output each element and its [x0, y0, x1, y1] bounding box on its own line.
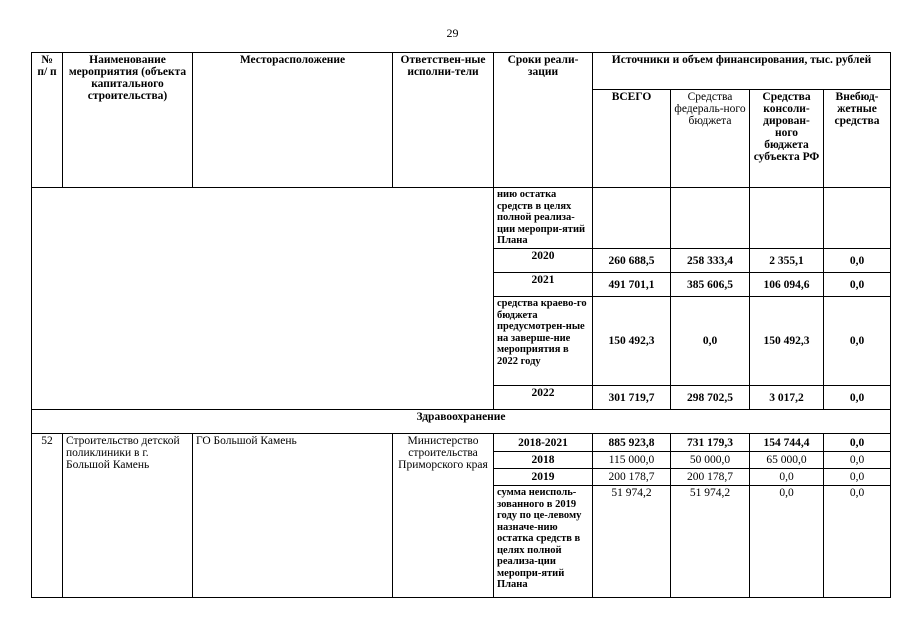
header-sources: Источники и объем финансирования, тыс. рублей [593, 53, 891, 90]
header-total: ВСЕГО [593, 90, 671, 188]
item-location: ГО Большой Камень [193, 434, 393, 598]
header-location: Месторасположение [193, 53, 393, 188]
header-consolidated: Средства консоли-дирован-ного бюджета субъекта РФ [750, 90, 824, 188]
extra-cell: 0,0 [824, 386, 891, 410]
federal-cell: 258 333,4 [671, 249, 750, 273]
consolidated-cell [750, 188, 824, 249]
page-number: 29 [446, 26, 459, 40]
term-cell: 2022 [494, 386, 593, 410]
table-row [32, 188, 891, 249]
federal-cell: 51 974,2 [671, 486, 750, 598]
item-responsible: Министерство строительства Приморского края [393, 434, 494, 598]
federal-cell: 731 179,3 [671, 434, 750, 452]
table-row [32, 434, 891, 452]
total-cell: 51 974,2 [593, 486, 671, 598]
extra-cell: 0,0 [824, 297, 891, 386]
total-cell: 260 688,5 [593, 249, 671, 273]
header-responsible: Ответствен-ные исполни-тели [393, 53, 494, 188]
federal-cell: 200 178,7 [671, 469, 750, 486]
merged-empty-cell [32, 188, 494, 410]
extra-cell: 0,0 [824, 486, 891, 598]
extra-cell: 0,0 [824, 469, 891, 486]
term-cell: 2020 [494, 249, 593, 273]
item-number: 52 [32, 434, 63, 598]
term-cell: 2018 [494, 452, 593, 469]
total-cell: 200 178,7 [593, 469, 671, 486]
term-cell: 2019 [494, 469, 593, 486]
extra-cell: 0,0 [824, 452, 891, 469]
item-name: Строительство детской поликлиники в г. Большой Камень [63, 434, 193, 598]
consolidated-cell: 0,0 [750, 486, 824, 598]
header-federal: Средства федераль-ного бюджета [671, 90, 750, 188]
consolidated-cell: 154 744,4 [750, 434, 824, 452]
consolidated-cell: 2 355,1 [750, 249, 824, 273]
total-cell: 491 701,1 [593, 273, 671, 297]
header-extra: Внебюд-жетные средства [824, 90, 891, 188]
federal-cell: 50 000,0 [671, 452, 750, 469]
consolidated-cell: 150 492,3 [750, 297, 824, 386]
total-cell: 150 492,3 [593, 297, 671, 386]
consolidated-cell: 65 000,0 [750, 452, 824, 469]
extra-cell: 0,0 [824, 434, 891, 452]
section-title: Здравоохранение [32, 410, 891, 434]
total-cell: 885 923,8 [593, 434, 671, 452]
header-num: № п/ п [32, 53, 63, 188]
federal-cell: 298 702,5 [671, 386, 750, 410]
total-cell: 301 719,7 [593, 386, 671, 410]
extra-cell: 0,0 [824, 273, 891, 297]
total-cell [593, 188, 671, 249]
term-cell: 2018-2021 [494, 434, 593, 452]
consolidated-cell: 0,0 [750, 469, 824, 486]
section-row [32, 410, 891, 434]
term-cell: 2021 [494, 273, 593, 297]
header-terms: Сроки реали-зации [494, 53, 593, 188]
table-header-row [32, 53, 891, 90]
financing-table [31, 52, 891, 598]
term-cell: сумма неисполь-зованного в 2019 году по це-левому назначе-нию остатка средств в целях полной реализа-ции меропри-ятий Плана [494, 486, 593, 598]
federal-cell [671, 188, 750, 249]
total-cell: 115 000,0 [593, 452, 671, 469]
term-cell: нию остатка средств в целях полной реализа-ции меропри-ятий Плана [494, 188, 593, 249]
header-name: Наименование мероприятия (объекта капитального строительства) [63, 53, 193, 188]
federal-cell: 385 606,5 [671, 273, 750, 297]
extra-cell: 0,0 [824, 249, 891, 273]
consolidated-cell: 106 094,6 [750, 273, 824, 297]
consolidated-cell: 3 017,2 [750, 386, 824, 410]
term-cell: средства краево-го бюджета предусмотрен-ные на заверше-ние мероприятия в 2022 году [494, 297, 593, 386]
extra-cell [824, 188, 891, 249]
federal-cell: 0,0 [671, 297, 750, 386]
